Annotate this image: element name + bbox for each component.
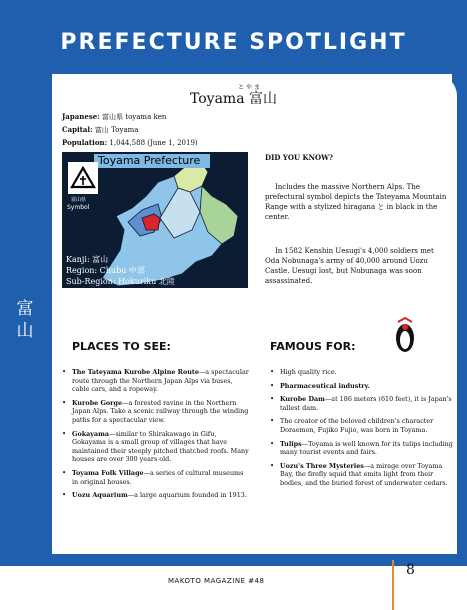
list-item	[268, 440, 454, 457]
info-japanese-value: 富山県 toyama ken	[102, 113, 167, 121]
mascot-logo-icon	[392, 316, 418, 356]
list-item-name: Toyama Folk Village	[72, 468, 144, 477]
info-population-value: 1,044,588 (June 1, 2019)	[109, 139, 198, 147]
info-capital-label: Capital:	[62, 125, 93, 134]
list-item-name: Kurobe Gorge	[72, 398, 123, 407]
footer-divider	[392, 560, 394, 610]
map-title: Toyama Prefecture	[98, 154, 201, 167]
list-item	[268, 417, 454, 434]
list-item-desc: —at 186 meters (610 feet), it is Japan's tallest dam.	[280, 395, 452, 412]
side-kanji: 富山	[16, 299, 34, 341]
list-item-desc: —a series of cultural museums in original houses.	[72, 468, 244, 486]
list-item-name: Kurobe Dam	[280, 395, 325, 404]
list-item	[268, 382, 454, 391]
symbol-graphic	[69, 163, 97, 193]
list-item	[60, 368, 250, 394]
footer	[0, 566, 467, 610]
list-item-desc: —a large aquarium founded in 1913.	[127, 491, 247, 500]
list-item	[60, 430, 250, 464]
mascot-head-dot	[402, 324, 408, 330]
symbol-kanji: 富山県	[71, 197, 87, 203]
list-item-desc: —a spectacular route through the Northern Japan Alps via buses, cable cars, and a ropeway.	[72, 368, 249, 394]
info-population-label: Population:	[62, 138, 108, 147]
list-item	[268, 368, 454, 377]
banner-title: PREFECTURE SPOTLIGHT	[60, 30, 407, 55]
list-item	[268, 395, 454, 412]
mascot-graphic	[392, 316, 418, 356]
prefecture-symbol-icon	[68, 162, 98, 194]
title-furigana: とやま	[238, 84, 263, 91]
info-japanese	[62, 112, 166, 122]
footer-magazine: MAKOTO MAGAZINE #48	[168, 577, 265, 585]
info-capital	[62, 125, 138, 135]
list-item-desc: —a mirage over Toyama Bay, the firefly squid that emits light from their bodies, and the buried forest of underwater cedars.	[280, 461, 448, 487]
places-heading: PLACES TO SEE:	[72, 340, 171, 353]
famous-heading: FAMOUS FOR:	[270, 340, 356, 353]
list-item	[268, 462, 454, 488]
map-kanji-line: Kanji: 富山	[66, 255, 109, 264]
list-item-name: The Tateyama Kurobe Alpine Route	[72, 368, 199, 376]
list-item	[60, 399, 250, 425]
did-you-know-paragraph-2: In 1582 Kenshin Uesugi's 4,000 soldiers met Oda Nobunaga's army of 40,000 around Uozu Castle. Uesugi lost, but Nobunaga was soon assassinated.	[265, 247, 434, 285]
list-item-name: Gokayama	[72, 429, 110, 438]
list-item	[60, 469, 250, 486]
did-you-know-paragraph-1: Includes the massive Northern Alps. The prefectural symbol depicts the Tateyama Mountain Range with a stylized hiragana と in black in the center.	[265, 183, 447, 221]
list-item-desc: High quality rice.	[280, 368, 337, 376]
map-subregion-line: Sub-Region: Hokuriku 北陸	[66, 277, 175, 286]
mascot-band	[398, 318, 412, 322]
prefecture-map	[62, 152, 248, 288]
symbol-center	[80, 176, 86, 185]
famous-list	[268, 368, 454, 493]
map-region-line: Region: Chubu 中部	[66, 266, 145, 275]
mascot-belly	[400, 331, 410, 349]
list-item-desc: —similar to Shirakawago in Gifu, Gokayama is a small group of villages that have maintained their steeply pitched thatched roofs. Many houses are over 300 years old.	[72, 429, 249, 464]
places-list	[60, 368, 250, 505]
list-item-name: Uozu Aquarium	[72, 491, 128, 500]
did-you-know-heading: DID YOU KNOW?	[265, 153, 334, 162]
bottom-band	[0, 554, 467, 566]
list-item-name: Tulips	[280, 439, 302, 448]
list-item-desc: The creator of the beloved children's character Doraemon, Fujiko Fujio, was born in Toyama.	[280, 417, 434, 434]
info-japanese-label: Japanese:	[62, 112, 100, 121]
info-capital-value: 富山 Toyama	[94, 126, 139, 134]
page-number: 8	[406, 562, 415, 578]
list-item-name: Pharmaceutical industry.	[280, 381, 370, 390]
list-item-desc: —Toyama is well known for its tulips including many tourist events and fairs.	[280, 439, 453, 457]
symbol-label: Symbol	[67, 204, 90, 211]
list-item-desc: —a forested ravine in the Northern Japan Alps. Take a scenic railway through the winding paths for a spectacular view.	[72, 398, 249, 424]
list-item-name: Uozu's Three Mysteries	[280, 461, 364, 470]
list-item	[60, 491, 250, 500]
page-title: Toyama 富山	[190, 91, 278, 107]
info-population	[62, 138, 198, 147]
